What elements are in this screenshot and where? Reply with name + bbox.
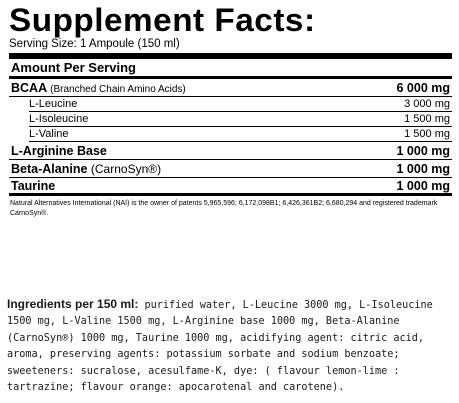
supplement-facts-panel: [9, 4, 452, 241]
nutrient-amount: 1 000 mg: [396, 143, 450, 158]
nutrient-note: (CarnoSyn®): [90, 161, 162, 176]
patent-footnote: Natural Alternatives International (NAI) is the owner of patents 5,965,596; 6,172,098B1; 6,426,361B2; 6,680,294 and registered trademark CarnoSyn®.: [10, 200, 438, 217]
nutrient-name: L-Valine: [29, 128, 69, 140]
nutrient-amount: 1 500 mg: [404, 113, 450, 125]
nutrient-row-isoleucine: [29, 112, 452, 127]
nutrient-name: BCAA (Branched Chain Amino Acids): [11, 80, 186, 95]
ingredients-text: purified water, L-Leucine 3000 mg, L-Isoleucine 1500 mg, L-Valine 1500 mg, L-Arginine base 1000 mg, Beta-Alanine (CarnoSyn®) 1000 mg, Taurine 1000 mg, acidifying agent: citric acid, aroma, preserving agents: potassium sorbate and sodium benzoate; sweeteners: sucralose, acesulfame-K, dye: ( flavour lemon-lime : tartrazine; flavour orange: apocarotenal and carotene).: [7, 300, 433, 394]
nutrient-name: Taurine: [11, 178, 56, 193]
nutrient-note: (Branched Chain Amino Acids): [50, 83, 186, 95]
nutrient-name: L-Leucine: [29, 98, 78, 110]
amount-per-serving-header: Amount Per Serving: [11, 60, 136, 75]
nutrient-amount: 6 000 mg: [396, 80, 450, 95]
nutrient-amount: 1 500 mg: [404, 128, 450, 140]
nutrient-row-beta-alanine: [9, 160, 452, 178]
nutrient-name: L-Isoleucine: [29, 113, 89, 125]
nutrient-row-bcaa: [9, 79, 452, 97]
nutrient-name: L-Arginine Base: [11, 143, 107, 158]
panel-title: Supplement Facts:: [9, 2, 316, 38]
nutrient-name: Beta-Alanine (CarnoSyn®): [11, 161, 162, 176]
serving-size: Serving Size: 1 Ampoule (150 ml): [9, 38, 180, 50]
nutrient-row-valine: [29, 127, 452, 142]
nutrient-amount: 3 000 mg: [404, 98, 450, 110]
nutrient-row-leucine: [29, 97, 452, 112]
ingredients-label: Ingredients per 150 ml:: [7, 297, 139, 311]
nutrient-row-taurine: [9, 178, 452, 196]
ingredients-paragraph: [7, 296, 455, 396]
nutrient-row-arginine: [9, 142, 452, 160]
nutrient-amount: 1 000 mg: [396, 161, 450, 176]
nutrient-amount: 1 000 mg: [396, 178, 450, 193]
